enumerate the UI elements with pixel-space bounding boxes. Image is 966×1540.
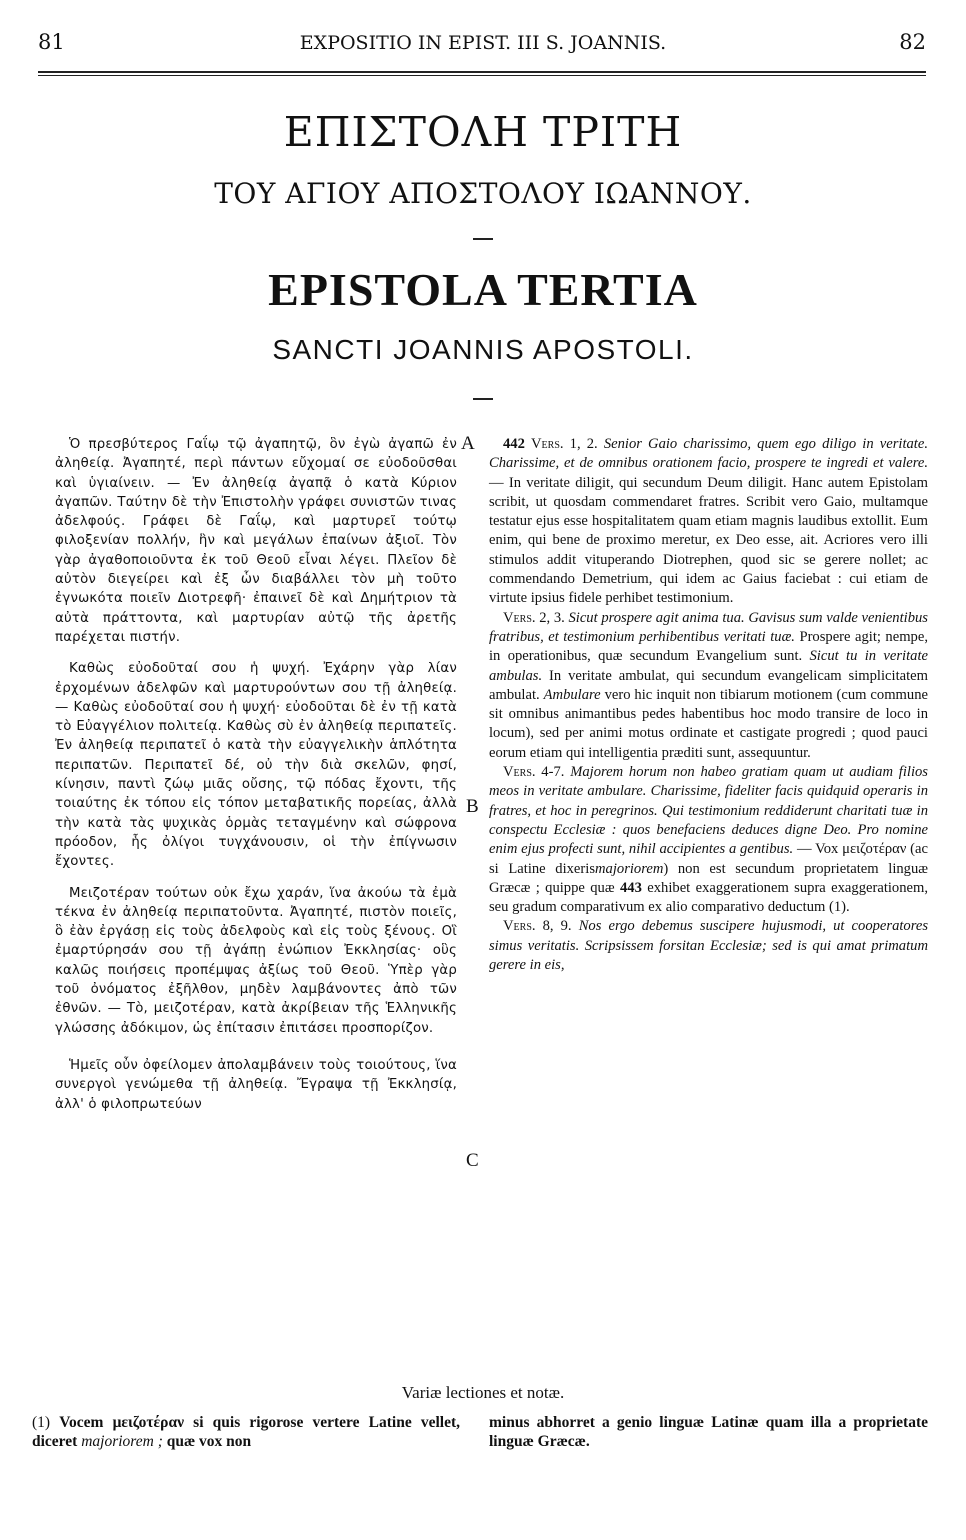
note-number: (1) <box>32 1414 51 1431</box>
greek-main-title: ΕΠΙΣΤΟΛΗ ΤΡΙΤΗ <box>283 108 683 156</box>
verse-commentary: exhibet exaggerationem supra exaggerationem, seu gradum comparativum ex alio comparativo deductum (1). <box>489 879 928 916</box>
verse-quote: Sicut prospere agit anima tua. Gavisus sum valde venientibus fratribus, et testimonium perhibentibus veritati tuæ. <box>489 609 928 645</box>
greek-paragraph-1: Ὁ πρεσβύτερος Γαΐῳ τῷ ἀγαπητῷ, ὃν ἐγὼ ἀγαπῶ ἐν ἀληθείᾳ. Ἀγαπητέ, περὶ πάντων εὔχομαί σε εὐοδοῦσθαι καὶ ὑγιαίνειν. — Ἐν ἀληθείᾳ ἀγαπᾷ ὁ κατὰ Κύριον ἀγαπῶν. Ταύτην δὲ τὴν Ἐπιστολὴν γράφει συνιστῶν τινας ἀδελφούς. Γράφει δὲ Γαΐῳ, καὶ μαρτυρεῖ τούτῳ φιλοξενίαν πολλήν, ἣν καὶ μεγάλων ἐπαίνων ἀξιοῖ. Τὸν γὰρ ἀγαθοποιοῦντα ἐκ τοῦ Θεοῦ εἶναι λέγει. Πλεῖον δὲ αὐτὸν διεγείρει καὶ ἐξ ὧν διαβάλλει τὸν μὴ τοῦτο ἐγνωκότα ποιεῖν Διοτρεφῆ· ἐπαινεῖ δὲ καὶ Δημήτριον τὰ αὐτὰ πράττοντα, καὶ μαρτυρίαν αὐτῷ τῆς ἀρετῆς παρέχεται πιστήν. <box>55 437 457 645</box>
page-number-left: 81 <box>38 30 65 54</box>
page-number-right: 82 <box>899 30 926 54</box>
verse-commentary: In veritate ambulat, qui secundum evangelicam simplicitatem ambulat. <box>489 667 928 703</box>
verse-quote: Majorem horum non habeo gratiam quam ut audiam filios meos in veritate ambulare. Charissime, fideliter facis quidquid operaris in fratres, et hoc in peregrinos. Qui testimonium reddiderunt charitati tuæ in conspectu Ecclesiæ : quos benefaciens deduces digne Deo. Pro nomine enim ejus profecti sunt, nihil accipientes a gentibus. <box>489 764 928 858</box>
latin-verse-2 <box>489 609 928 763</box>
greek-paragraph-4: Ἡμεῖς οὖν ὀφείλομεν ἀπολαμβάνειν τοὺς τοιούτους, ἵνα συνεργοὶ γενώμεθα τῇ ἀληθείᾳ. Ἔγραψα τῇ Ἐκκλησίᾳ, ἀλλ' ὁ φιλοπρωτεύων <box>55 1057 457 1112</box>
note-left <box>32 1413 460 1451</box>
verse-commentary: ) non est secundum proprietatem linguæ Græcæ ; quippe quæ <box>489 860 929 896</box>
note-text: Vocem μειζοτέραν si quis rigorose vertere Latine vellet, diceret <box>32 1414 461 1450</box>
latin-subtitle: SANCTI JOANNIS APOSTOLI. <box>272 334 694 365</box>
verse-quote: Senior Gaio charissimo, quem ego diligo in veritate. Charissime, et de omnibus orationem facio, prospere te ingredi et valere. <box>489 436 928 472</box>
verse-quote: Nos ergo debemus suscipere hujusmodi, ut cooperatores simus veritatis. Scripsissem forsitan Ecclesiæ; sed is qui amat primatum gerere in eis, <box>489 918 929 974</box>
verse-commentary: — In veritate diligit, qui secundum Deum diligit. Hanc autem Epistolam scribit, ut quosdam commendaret fratres. Scribit vero Gaio, multamque testatur ejus esse hospitalitatem quam etiam magnis laudibus extollit. Eum enim, qui bene de proximo meretur, ex Deo esse, ait. Acriores vero illi stimulos addit vituperando Diotrephen, quod sic se gerere nollet; ac commendando Demetrium, qui idem ac Gaius faciebat : cui etiam de virtute ipsius fidele perhibet testimonium. <box>489 474 928 607</box>
verse-label: Vers. 1, 2. <box>531 436 598 452</box>
greek-subtitle: ΤΟΥ ΑΓΙΟΥ ΑΠΟΣΤΟΛΟΥ ΙΩΑΝΝΟΥ. <box>214 177 752 210</box>
notes-title: Variæ lectiones et notæ. <box>401 1383 565 1402</box>
verse-commentary: Prospere agit; nempe, in operationibus, quæ secundum Evangelium sunt. <box>489 628 928 665</box>
greek-paragraph-2: Καθὼς εὐοδοῦταί σου ἡ ψυχή. Ἐχάρην γὰρ λίαν ἐρχομένων ἀδελφῶν καὶ μαρτυρούντων σου τῇ ἀληθείᾳ. — Καθὼς εὐοδοῦταί σου ἡ ψυχή· εὐοδοῦται δὲ ἐν τῇ κατὰ τὸ Εὐαγγέλιον πολιτείᾳ. Καθὼς σὺ ἐν ἀληθείᾳ περιπατεῖς. Ἐν ἀληθείᾳ περιπατεῖ ὁ κατὰ τὴν εὐαγγελικὴν ἁπλότητα περιπατῶν. Περιπατεῖ δέ, οὐ τὴν διὰ σκελῶν, φησί, κίνησιν, παντὶ ζώῳ μιᾶς οὔσης, τῷ πόδας ἔχοντι, τῆς τοιαύτης ἐκ τόπου εἰς τόπον μεταβατικῆς πορείας, ἀλλὰ τὴν κατὰ τὰς ψυχικὰς ὁρμὰς τεταγμένην καὶ σώφρονα πρόοδον, ἧς ὀλίγοι τυγχάνουσιν, οἱ τὴν ἐπίγνωσιν ἔχοντες. <box>55 661 457 870</box>
latin-verse-4 <box>489 763 928 917</box>
latin-verse-8 <box>489 917 928 975</box>
marker-a: A <box>461 433 475 454</box>
marker-c: C <box>466 1150 479 1171</box>
greek-paragraph-3: Μειζοτέραν τούτων οὐκ ἔχω χαράν, ἵνα ἀκούω τὰ ἐμὰ τέκνα ἐν ἀληθείᾳ περιπατοῦντα. Ἀγαπητέ, πιστὸν ποιεῖς, ὃ ἐὰν ἐργάσῃ εἰς τοὺς ἀδελφοὺς καὶ εἰς τοὺς ξένους. Οἳ ἐμαρτύρησάν σου τῇ ἀγάπῃ ἐνώπιον Ἐκκλησίας· οὓς καλῶς ποιήσεις προπέμψας ἀξίως τοῦ Θεοῦ. Ὑπὲρ γὰρ τοῦ ὀνόματος ἐξῆλθον, μηδὲν λαμβάνοντες ἀπὸ τῶν ἐθνῶν. — Τὸ, μειζοτέραν, κατὰ ἀκρίβειαν τῆς Ἑλληνικῆς γλώσσης ἀδόκιμον, ὡς ἐπίτασιν ἐπιτάσει προσπορίζον. <box>55 885 457 1036</box>
note-text: quæ vox non <box>166 1433 252 1450</box>
marker-b: B <box>466 796 479 817</box>
verse-label: Vers. 4-7. <box>503 764 565 781</box>
greek-column <box>55 435 457 1126</box>
running-title: EXPOSITIO IN EPIST. III S. JOANNIS. <box>299 32 667 54</box>
header-rule-thin <box>38 75 926 76</box>
note-right: minus abhorret a genio linguæ Latinæ quam illa a proprietate linguæ Græcæ. <box>489 1414 928 1450</box>
latin-main-title: EPISTOLA TERTIA <box>268 264 698 315</box>
verse-quote: majoriorem <box>595 860 664 877</box>
verse-quote: Sicut tu in veritate ambulas. <box>489 648 928 684</box>
title-dash-2 <box>473 398 493 400</box>
column-number-443: 443 <box>619 879 642 896</box>
note-italic: majoriorem ; <box>81 1433 163 1450</box>
verse-commentary: vero hic inquit non tibiarum motionem (cum commune sit omnibus animantibus pedes habentibus hoc modo transire de loco in locum), sed per animi motus ordinate et castigate progredi ; quod pauci eorum etiam qui intelligentia præditi sunt, assequuntur. <box>489 686 928 761</box>
title-dash <box>473 238 493 240</box>
verse-label: Vers. 2, 3. <box>503 609 565 626</box>
verse-label: Vers. 8, 9. <box>503 918 572 935</box>
latin-verse-1 <box>489 435 928 609</box>
column-number-442: 442 <box>503 436 525 452</box>
verse-quote: Ambulare <box>543 686 601 703</box>
header-rule <box>38 71 926 73</box>
verse-commentary: — Vox μειζοτέραν (ac si Latine dixeris <box>489 841 928 877</box>
latin-column <box>489 435 928 975</box>
